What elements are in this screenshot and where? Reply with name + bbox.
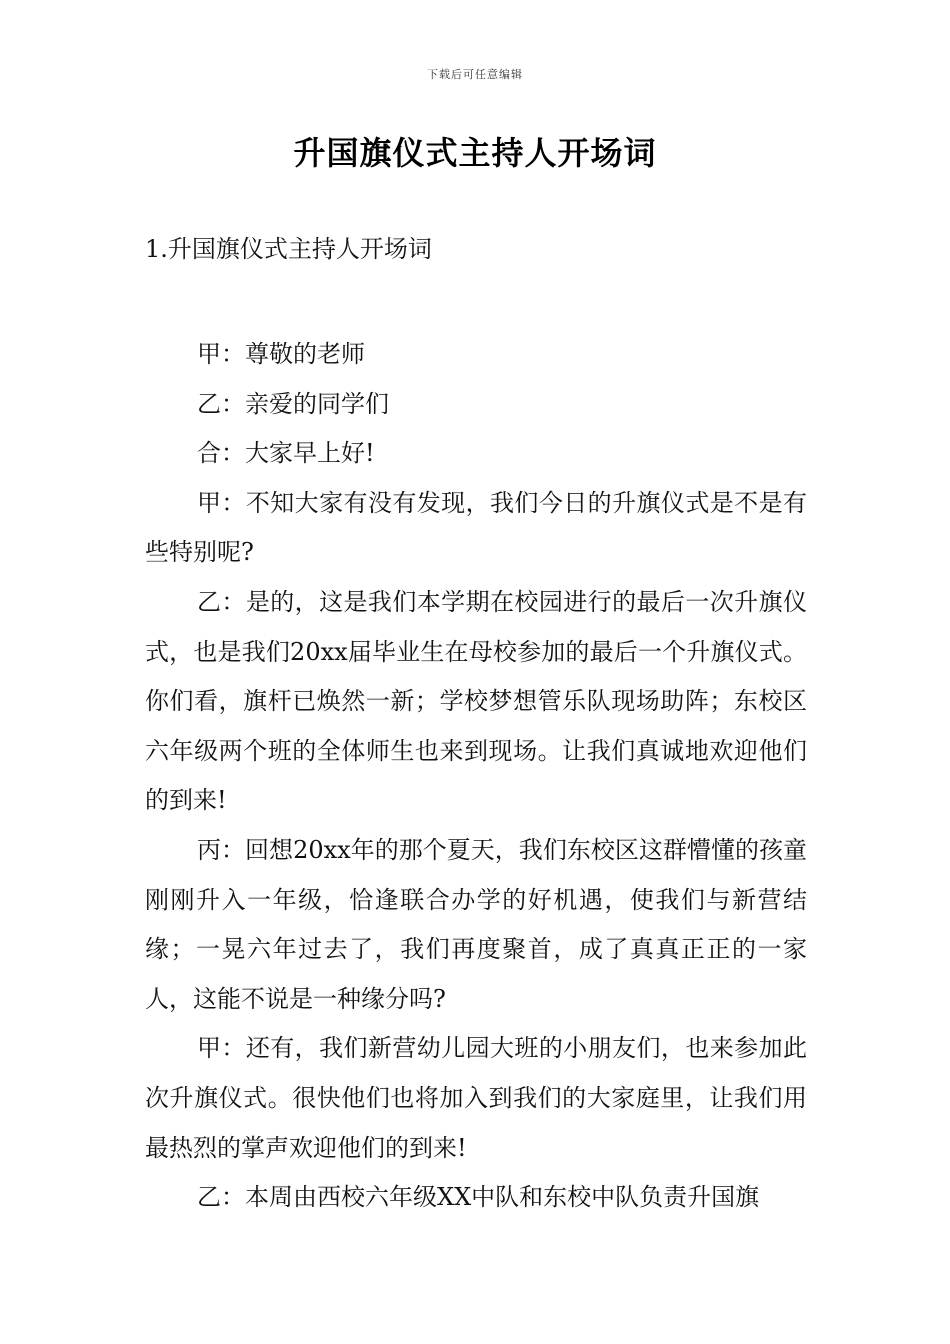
paragraph: 乙：亲爱的同学们 xyxy=(197,389,389,418)
paragraph: 合：大家早上好! xyxy=(197,439,375,468)
body-text xyxy=(145,330,807,1223)
paragraph: 丙：回想20xx年的那个夏天，我们东校区这群懵懂的孩童刚刚升入一年级，恰逢联合办学的好机遇，使我们与新营结缘；一晃六年过去了，我们再度聚首，成了真真正正的一家人，这能不说是一种缘分吗? xyxy=(145,835,807,1013)
section-heading: 1.升国旗仪式主持人开场词 xyxy=(145,235,432,263)
paragraph: 乙：本周由西校六年级XX中队和东校中队负责升国旗 xyxy=(197,1183,760,1212)
paragraph: 甲：尊敬的老师 xyxy=(197,340,365,368)
header-note: 下载后可任意编辑 xyxy=(427,68,523,81)
paragraph: 乙：是的，这是我们本学期在校园进行的最后一次升旗仪式，也是我们20xx届毕业生在母校参加的最后一个升旗仪式。你们看，旗杆已焕然一新；学校梦想管乐队现场助阵；东校区六年级两个班的全体师生也来到现场。让我们真诚地欢迎他们的到来! xyxy=(145,587,807,815)
paragraph: 甲：还有，我们新营幼儿园大班的小朋友们，也来参加此次升旗仪式。很快他们也将加入到我们的大家庭里，让我们用最热烈的掌声欢迎他们的到来! xyxy=(145,1034,807,1162)
paragraph: 甲：不知大家有没有发现，我们今日的升旗仪式是不是有些特别呢? xyxy=(145,488,807,567)
document-title: 升国旗仪式主持人开场词 xyxy=(293,134,657,172)
